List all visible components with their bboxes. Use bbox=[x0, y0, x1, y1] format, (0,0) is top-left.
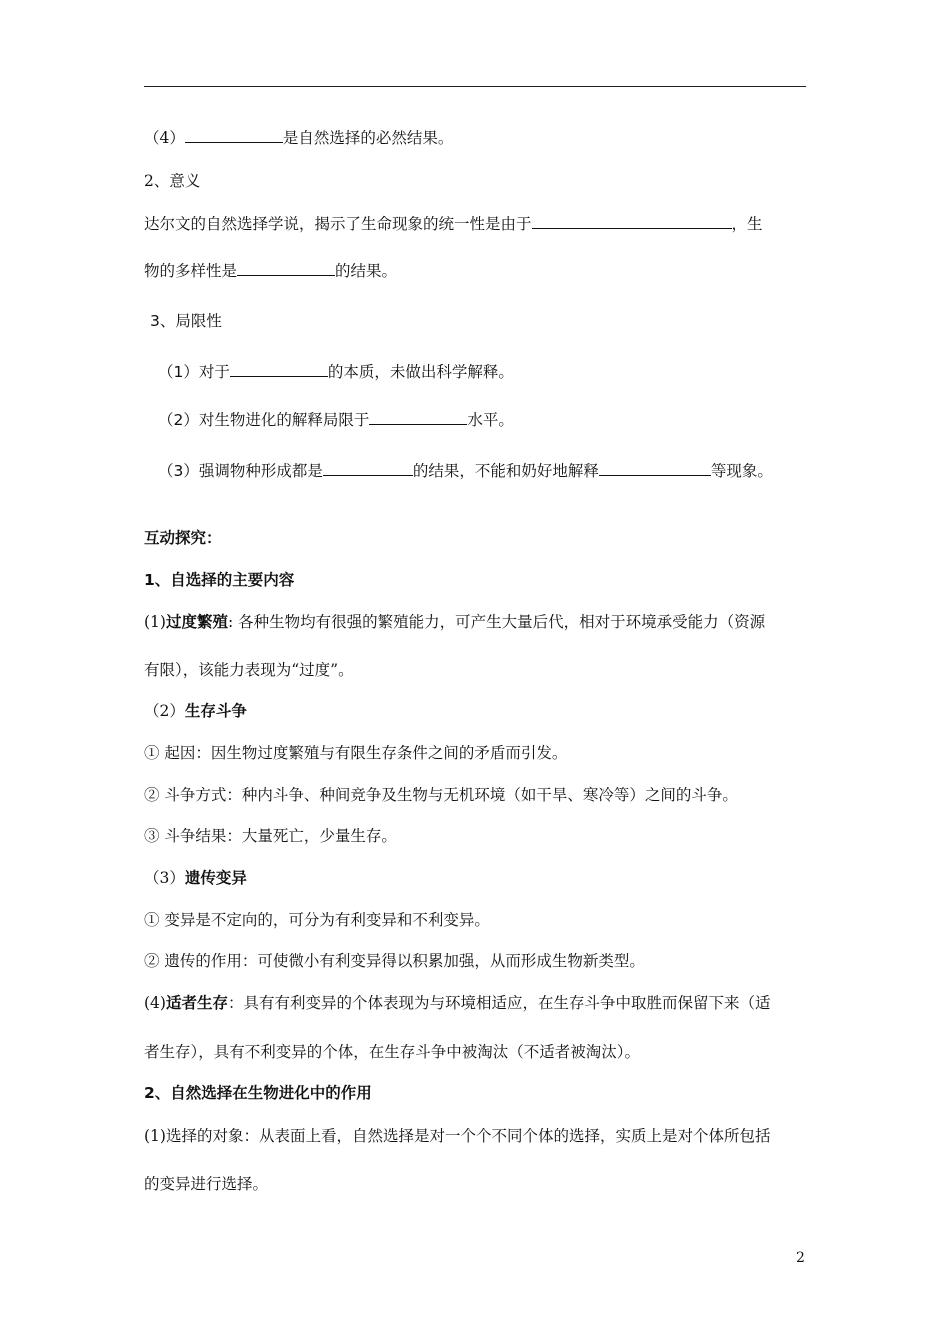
page-number: 2 bbox=[796, 1250, 805, 1266]
item-4: （4） 是自然选择的必然结果。 bbox=[144, 129, 454, 147]
para-1-cont: 有限），该能力表现为“过度”。 bbox=[144, 661, 354, 679]
limit-1: （1）对于 的本质，未做出科学解释。 bbox=[158, 363, 514, 381]
question-1: (1)选择的对象：从表面上看，自然选择是对一个个不同个体的选择，实质上是对个体所包括 bbox=[144, 1127, 771, 1145]
section-2-title: 2、自然选择在生物进化中的作用 bbox=[144, 1084, 372, 1102]
para-4-cont: 者生存），具有不利变异的个体，在生存斗争中被淘汰（不适者被淘汰）。 bbox=[144, 1043, 641, 1061]
limit-3: （3）强调物种形成都是 的结果，不能和奶好地解释 等现象。 bbox=[158, 462, 773, 480]
fill-blank[interactable] bbox=[185, 128, 283, 143]
fill-blank[interactable] bbox=[532, 214, 732, 229]
para-3-item-1: ① 变异是不定向的，可分为有利变异和不利变异。 bbox=[144, 911, 490, 929]
section-title-significance: 2、意义 bbox=[144, 172, 201, 190]
fill-blank[interactable] bbox=[230, 362, 328, 377]
para-2-item-3: ③ 斗争结果：大量死亡，少量生存。 bbox=[144, 827, 397, 845]
fill-blank[interactable] bbox=[323, 461, 413, 476]
para-2-item-1: ① 起因：因生物过度繁殖与有限生存条件之间的矛盾而引发。 bbox=[144, 744, 568, 762]
para-3-title: （3）遗传变异 bbox=[144, 869, 247, 887]
significance-line-2: 物的多样性是 的结果。 bbox=[144, 262, 398, 280]
fill-blank[interactable] bbox=[237, 261, 335, 276]
explore-title: 互动探究： bbox=[144, 529, 222, 547]
para-3-item-2: ② 遗传的作用：可使微小有利变异得以积累加强，从而形成生物新类型。 bbox=[144, 952, 645, 970]
section-1-title: 1、自选择的主要内容 bbox=[144, 571, 295, 589]
para-2-title: （2）生存斗争 bbox=[144, 702, 247, 720]
header-rule bbox=[144, 86, 806, 87]
fill-blank[interactable] bbox=[599, 461, 711, 476]
fill-blank[interactable] bbox=[369, 410, 467, 425]
question-1-cont: 的变异进行选择。 bbox=[144, 1175, 269, 1193]
significance-line-1: 达尔文的自然选择学说，揭示了生命现象的统一性是由于 ，生 bbox=[144, 215, 763, 233]
para-1: (1)过度繁殖: 各种生物均有很强的繁殖能力，可产生大量后代，相对于环境承受能力（资源 bbox=[144, 613, 766, 631]
para-2-item-2: ② 斗争方式：种内斗争、种间竞争及生物与无机环境（如干旱、寒冷等）之间的斗争。 bbox=[144, 786, 738, 804]
para-4: (4)适者生存：具有有利变异的个体表现为与环境相适应，在生存斗争中取胜而保留下来（适 bbox=[144, 994, 771, 1012]
limit-2: （2）对生物进化的解释局限于 水平。 bbox=[158, 411, 514, 429]
section-title-limits: 3、局限性 bbox=[150, 312, 222, 330]
